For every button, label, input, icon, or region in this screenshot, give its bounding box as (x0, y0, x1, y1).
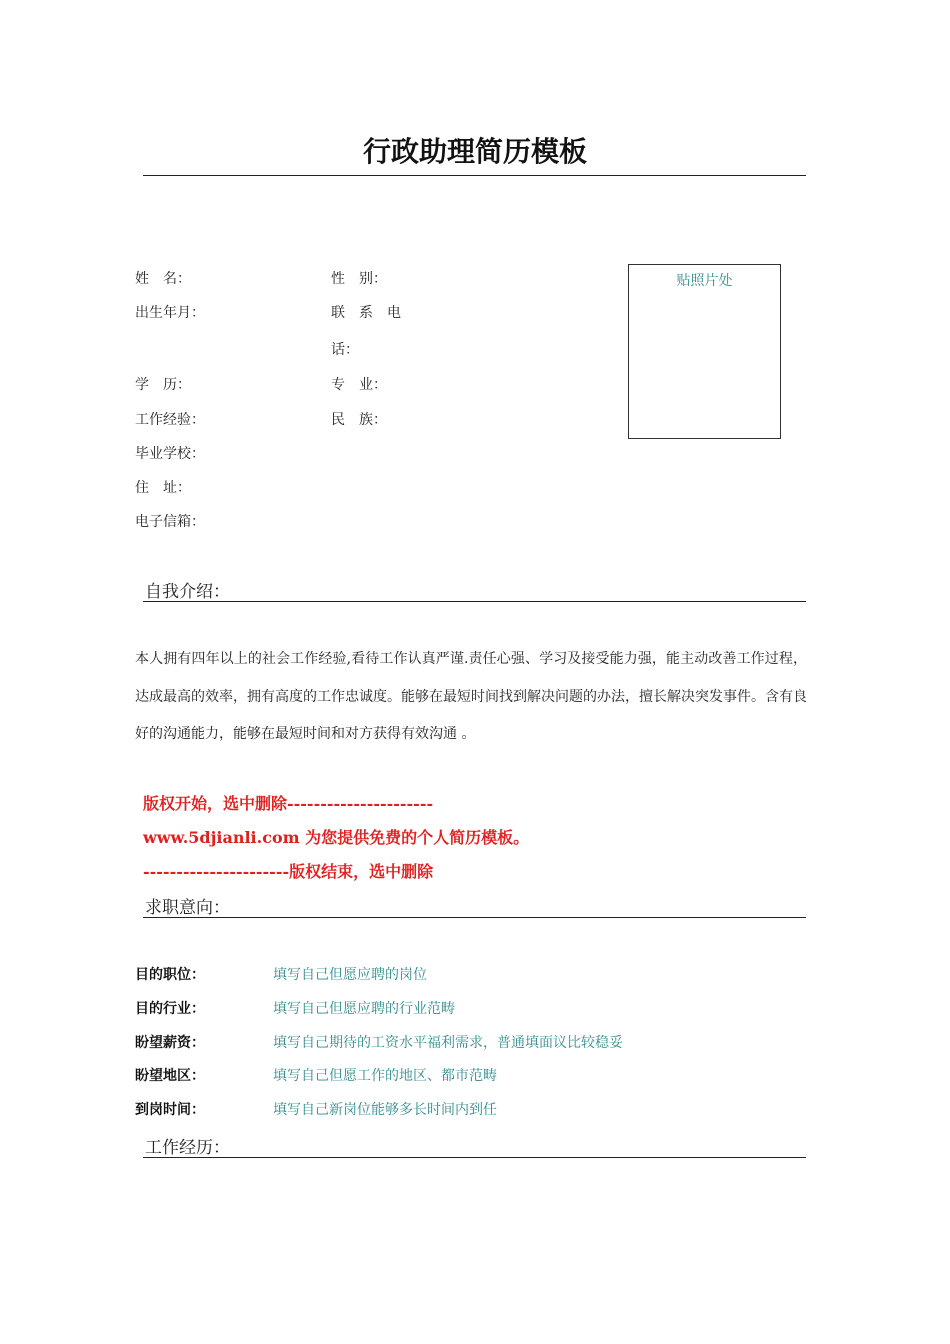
school-label: 毕业学校： (135, 446, 205, 462)
copyright-end: ----------------------版权结束，选中删除 (143, 862, 434, 881)
email-label: 电子信箱： (135, 514, 205, 530)
photo-placeholder[interactable] (628, 264, 781, 439)
work-heading: 工作经历： (145, 1138, 230, 1158)
gender-label: 性 别： (331, 271, 387, 287)
birth-label: 出生年月： (135, 305, 205, 321)
work-divider (143, 1157, 806, 1158)
job-position-value: 填写自己但愿应聘的岗位 (273, 967, 427, 983)
job-position-label: 目的职位： (135, 967, 205, 983)
job-region-label: 盼望地区： (135, 1068, 205, 1084)
job-salary-value: 填写自己期待的工资水平福利需求，普通填面议比较稳妥 (273, 1035, 623, 1051)
intro-paragraph: 本人拥有四年以上的社会工作经验,看待工作认真严谨.责任心强、学习及接受能力强，能主动改善工作过程，达成最高的效率，拥有高度的工作忠诚度。能够在最短时间找到解决问题的办法，擅长解决突发事件。含有良好的沟通能力，能够在最短时间和对方获得有效沟通 。 (135, 651, 807, 742)
major-label: 专 业： (331, 377, 387, 393)
job-region-value: 填写自己但愿工作的地区、都市范畴 (273, 1068, 497, 1084)
name-label: 姓 名： (135, 271, 191, 287)
address-label: 住 址： (135, 480, 191, 496)
copyright-link[interactable]: www.5djianli.com 为您提供免费的个人简历模板。 (143, 828, 530, 847)
page-title: 行政助理简历模板 (362, 135, 587, 168)
phone-label-line1: 联 系 电 (331, 305, 401, 321)
job-salary-label: 盼望薪资： (135, 1035, 205, 1051)
phone-label-line2: 话： (331, 342, 359, 358)
job-industry-label: 目的行业： (135, 1001, 205, 1017)
copyright-start: 版权开始，选中删除---------------------- (143, 794, 434, 813)
job-start-label: 到岗时间： (135, 1102, 205, 1118)
job-start-value: 填写自己新岗位能够多长时间内到任 (273, 1102, 497, 1118)
job-industry-value: 填写自己但愿应聘的行业范畴 (273, 1001, 455, 1017)
photo-placeholder-label: 贴照片处 (676, 273, 733, 289)
ethnicity-label: 民 族： (331, 412, 387, 428)
intro-divider (143, 601, 806, 602)
education-label: 学 历： (135, 377, 191, 393)
job-heading: 求职意向： (145, 898, 230, 918)
intro-heading: 自我介绍： (145, 582, 230, 602)
job-divider (143, 917, 806, 918)
experience-label: 工作经验： (135, 412, 205, 428)
title-divider (143, 175, 806, 176)
